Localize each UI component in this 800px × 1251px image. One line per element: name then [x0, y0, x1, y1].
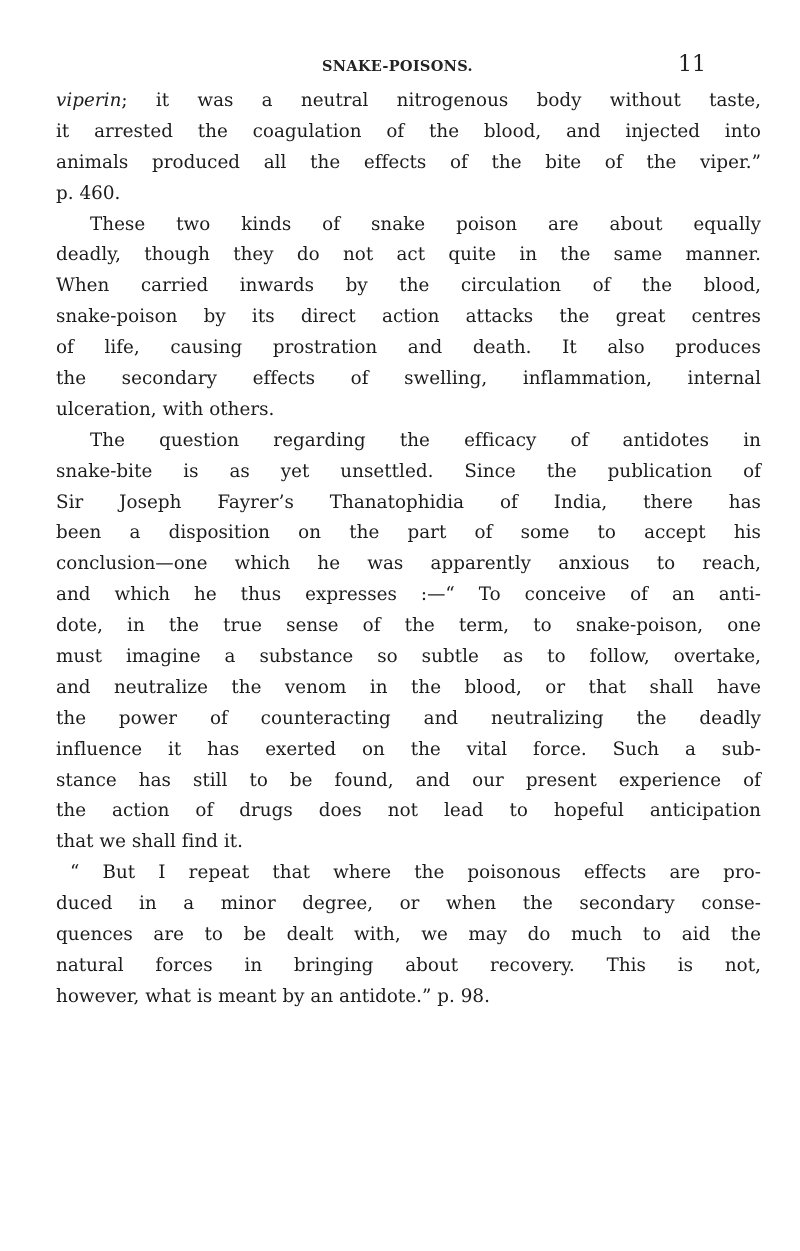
text-line: must imagine a substance so subtle as to follow, overtake, — [56, 646, 761, 668]
text-line: snake-poison by its direct action attacks the great centres — [56, 306, 761, 328]
text-line: snake-bite is as yet unsettled. Since the publication of — [56, 460, 761, 482]
paragraph — [56, 426, 761, 858]
paragraph — [56, 210, 761, 426]
text-line: conclusion—one which he was apparently anxious to reach, — [56, 553, 761, 575]
text-line: viperin; it was a neutral nitrogenous body without taste, — [56, 90, 761, 111]
body-text — [56, 86, 761, 1013]
text-line: natural forces in bringing about recovery. This is not, — [56, 954, 761, 976]
text-line: influence it has exerted on the vital force. Such a sub- — [56, 738, 761, 760]
text-line: p. 460. — [56, 182, 121, 204]
text-line: When carried inwards by the circulation of the blood, — [56, 275, 761, 297]
text-line: the power of counteracting and neutralizing the deadly — [56, 707, 761, 729]
paragraph — [56, 858, 761, 1012]
text-line: Sir Joseph Fayrer’s Thanatophidia of India, there has — [56, 491, 761, 513]
italic-term: viperin — [56, 90, 122, 111]
text-line: ulceration, with others. — [56, 398, 275, 420]
text-line: and neutralize the venom in the blood, or that shall have — [56, 676, 761, 698]
text-line: however, what is meant by an antidote.” p. 98. — [56, 985, 490, 1007]
text-line: “ But I repeat that where the poisonous effects are pro- — [70, 862, 761, 884]
text-line: the action of drugs does not lead to hopeful anticipation — [56, 800, 761, 822]
text-line: that we shall find it. — [56, 831, 244, 853]
text-line: it arrested the coagulation of the blood, and injected into — [56, 120, 761, 142]
text-line: quences are to be dealt with, we may do much to aid the — [56, 924, 761, 946]
text-line: deadly, though they do not act quite in the same manner. — [56, 244, 761, 266]
paragraph-continuation — [56, 86, 761, 210]
text-line: of life, causing prostration and death. It also produces — [56, 337, 761, 359]
text-line: been a disposition on the part of some to accept his — [56, 522, 761, 544]
text-line: duced in a minor degree, or when the secondary conse- — [56, 893, 761, 915]
text-line: animals produced all the effects of the bite of the viper.” — [56, 151, 761, 173]
running-head — [0, 52, 800, 82]
text-line: stance has still to be found, and our present experience of — [56, 769, 761, 791]
text-line: the secondary effects of swelling, inflammation, internal — [56, 368, 761, 390]
text-line: The question regarding the efficacy of antidotes in — [90, 429, 761, 451]
text-line: and which he thus expresses :—“ To conceive of an anti- — [56, 584, 761, 606]
text-line: These two kinds of snake poison are about equally — [90, 213, 761, 235]
text-line: dote, in the true sense of the term, to snake-poison, one — [56, 615, 761, 637]
page-number: 11 — [678, 52, 706, 77]
running-title: SNAKE-POISONS. — [322, 58, 473, 75]
